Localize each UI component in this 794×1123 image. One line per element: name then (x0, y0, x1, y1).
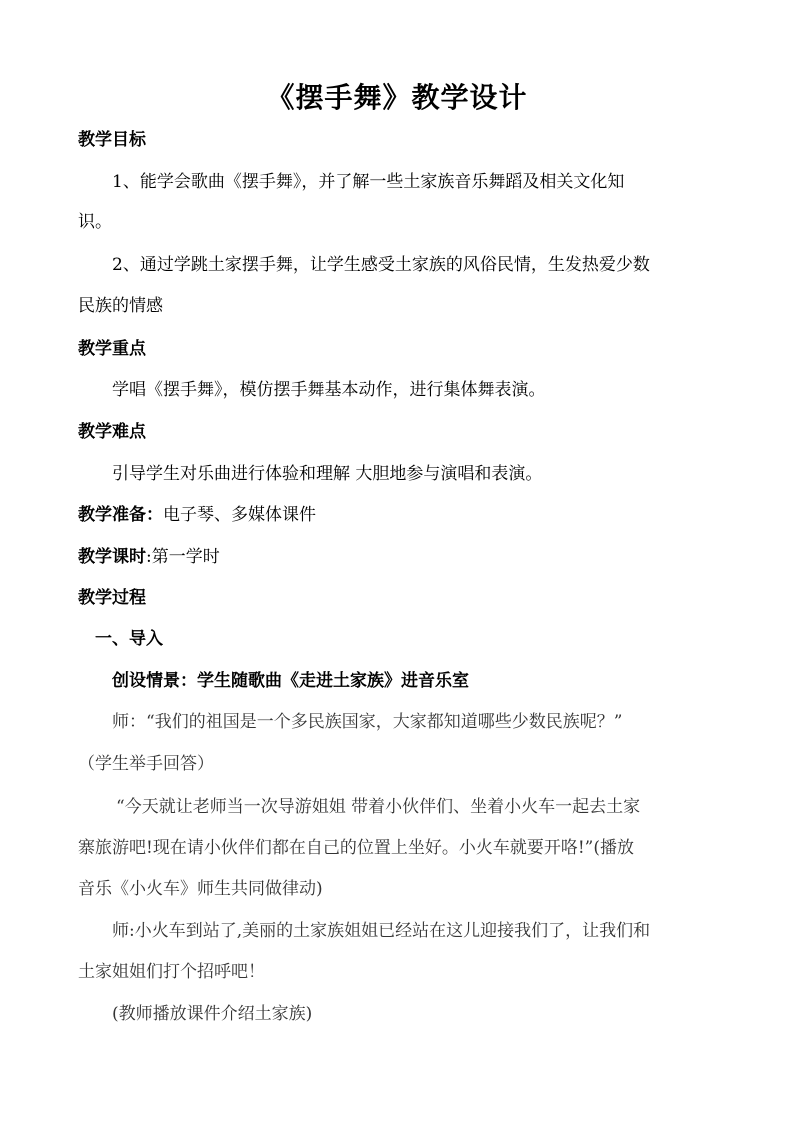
process-student-answer: （学生举手回答） (78, 754, 214, 774)
process-scene: 创设情景：学生随歌曲《走进土家族》进音乐室 (112, 671, 469, 691)
objective-item-2-line-1: 2、通过学跳土家摆手舞，让学生感受土家族的风俗民情，生发热爱少数 (112, 255, 650, 275)
preparation-value: 电子琴、多媒体课件 (163, 505, 316, 525)
objectives-heading: 教学目标 (78, 130, 146, 150)
key-points-heading: 教学重点 (78, 339, 146, 359)
hours-value: :第一学时 (146, 547, 220, 567)
difficulties-heading: 教学难点 (78, 422, 146, 442)
process-para-2-line-2: 土家姐姐们打个招呼吧！ (78, 962, 265, 982)
process-heading: 教学过程 (78, 588, 146, 608)
process-para-1-line-3: 音乐《小火车》师生共同做律动) (78, 879, 323, 899)
objective-item-1-line-2: 识。 (78, 212, 112, 232)
difficulties-text: 引导学生对乐曲进行体验和理解 大胆地参与演唱和表演。 (112, 464, 543, 484)
preparation-line (78, 503, 316, 527)
hours-label: 教学课时 (78, 547, 146, 567)
process-para-2-line-1: 师:小火车到站了,美丽的土家族姐姐已经站在这儿迎接我们了，让我们和 (112, 921, 651, 941)
document-title: 《摆手舞》教学设计 (266, 81, 528, 114)
hours-line (78, 545, 220, 569)
process-para-1-line-1: “今天就让老师当一次导游姐姐 带着小伙伴们、坐着小火车一起去土家 (116, 797, 641, 817)
process-para-3: (教师播放课件介绍土家族) (112, 1004, 313, 1024)
objective-item-1-line-1: 1、能学会歌曲《摆手舞》，并了解一些土家族音乐舞蹈及相关文化知 (112, 172, 625, 192)
objective-item-2-line-2: 民族的情感 (78, 296, 163, 316)
process-teacher-question: 师：“我们的祖国是一个多民族国家，大家都知道哪些少数民族呢？” (112, 712, 623, 732)
process-para-1-line-2: 寨旅游吧!现在请小伙伴们都在自己的位置上坐好。小火车就要开咯!”(播放 (78, 838, 634, 858)
preparation-label: 教学准备： (78, 505, 163, 525)
process-part-1-heading: 一、导入 (95, 629, 163, 649)
key-points-text: 学唱《摆手舞》，模仿摆手舞基本动作，进行集体舞表演。 (112, 380, 546, 400)
